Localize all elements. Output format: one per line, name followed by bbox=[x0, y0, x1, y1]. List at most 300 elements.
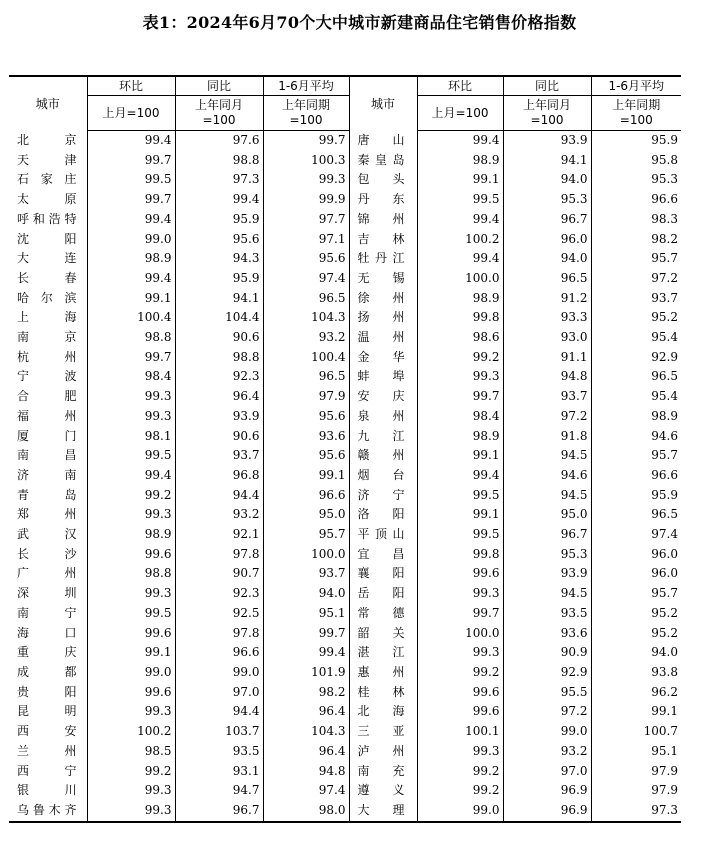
avg-left-cell: 95.6 bbox=[263, 249, 349, 269]
city-header-left: 城市 bbox=[9, 76, 87, 131]
city-left-cell: 昆明 bbox=[17, 704, 77, 719]
mom-right-cell: 99.1 bbox=[417, 170, 503, 190]
city-left-cell: 石家庄 bbox=[17, 172, 77, 187]
avg-right-cell: 98.3 bbox=[591, 210, 681, 230]
avg-left-cell: 101.9 bbox=[263, 663, 349, 683]
yoy-left-cell: 93.5 bbox=[175, 742, 263, 762]
city-left-cell: 兰州 bbox=[17, 743, 77, 758]
yoy-left-cell: 93.1 bbox=[175, 762, 263, 782]
yoy-left-cell: 94.7 bbox=[175, 781, 263, 801]
yoy-right-cell: 96.0 bbox=[503, 230, 591, 250]
mom-left-cell: 99.4 bbox=[87, 210, 175, 230]
avg-right-cell: 97.9 bbox=[591, 781, 681, 801]
mom-right-cell: 99.4 bbox=[417, 131, 503, 151]
avg-right-cell: 95.2 bbox=[591, 308, 681, 328]
table-row bbox=[9, 545, 681, 565]
yoy-left-cell: 90.6 bbox=[175, 427, 263, 447]
avg-right-cell: 96.6 bbox=[591, 190, 681, 210]
yoy-right-cell: 91.8 bbox=[503, 427, 591, 447]
mom-right-cell: 98.4 bbox=[417, 407, 503, 427]
yoy-left-cell: 94.3 bbox=[175, 249, 263, 269]
yoy-left-cell: 90.7 bbox=[175, 564, 263, 584]
table-row bbox=[9, 328, 681, 348]
table-row bbox=[9, 762, 681, 782]
table-row bbox=[9, 663, 681, 683]
avg-right-cell: 95.4 bbox=[591, 328, 681, 348]
yoy-right-cell: 93.2 bbox=[503, 742, 591, 762]
yoy-left-cell: 96.4 bbox=[175, 387, 263, 407]
yoy-left-cell: 93.9 bbox=[175, 407, 263, 427]
mom-left-cell: 99.4 bbox=[87, 269, 175, 289]
table-row bbox=[9, 170, 681, 190]
yoy-right-cell: 93.6 bbox=[503, 624, 591, 644]
yoy-left-cell: 90.6 bbox=[175, 328, 263, 348]
yoy-left-cell: 104.4 bbox=[175, 308, 263, 328]
city-left-cell: 乌鲁木齐 bbox=[9, 801, 87, 822]
city-right-cell: 九江 bbox=[349, 427, 417, 447]
table-row bbox=[9, 131, 681, 151]
table-row bbox=[9, 702, 681, 722]
avg-left-cell: 99.3 bbox=[263, 170, 349, 190]
avg-left-cell: 99.7 bbox=[263, 131, 349, 151]
mom-right-cell: 100.1 bbox=[417, 722, 503, 742]
avg-right-cell: 96.0 bbox=[591, 545, 681, 565]
table-row bbox=[9, 151, 681, 171]
avg-right-cell: 95.7 bbox=[591, 249, 681, 269]
avg-left-cell: 97.4 bbox=[263, 781, 349, 801]
yoy-left-cell: 92.3 bbox=[175, 367, 263, 387]
mom-right-cell: 99.6 bbox=[417, 564, 503, 584]
avg-left-cell: 93.7 bbox=[263, 564, 349, 584]
mom-left-cell: 100.4 bbox=[87, 308, 175, 328]
city-right-cell: 赣州 bbox=[349, 446, 417, 466]
yoy-right-cell: 99.0 bbox=[503, 722, 591, 742]
mom-left-cell: 100.2 bbox=[87, 722, 175, 742]
yoy-right-cell: 94.8 bbox=[503, 367, 591, 387]
yoy-right-cell: 96.7 bbox=[503, 525, 591, 545]
mom-right-cell: 98.9 bbox=[417, 151, 503, 171]
avg-left-cell: 99.7 bbox=[263, 624, 349, 644]
mom-left-cell: 99.7 bbox=[87, 190, 175, 210]
mom-left-cell: 99.5 bbox=[87, 446, 175, 466]
avg-right-cell: 96.5 bbox=[591, 505, 681, 525]
yoy-left-cell: 96.7 bbox=[175, 801, 263, 822]
mom-right-cell: 100.0 bbox=[417, 624, 503, 644]
mom-left-cell: 99.6 bbox=[87, 683, 175, 703]
avg-left-cell: 97.4 bbox=[263, 269, 349, 289]
mom-left-cell: 99.3 bbox=[87, 584, 175, 604]
avg-right-cell: 96.2 bbox=[591, 683, 681, 703]
city-left-cell: 厦门 bbox=[17, 428, 77, 443]
table-row bbox=[9, 427, 681, 447]
yoy-left-cell: 95.9 bbox=[175, 269, 263, 289]
avg-left-cell: 97.1 bbox=[263, 230, 349, 250]
yoy-right-cell: 95.0 bbox=[503, 505, 591, 525]
avg-right-cell: 95.2 bbox=[591, 624, 681, 644]
table-row bbox=[9, 269, 681, 289]
mom-left-cell: 99.6 bbox=[87, 624, 175, 644]
yoy-right-cell: 94.6 bbox=[503, 466, 591, 486]
city-left-cell: 深圳 bbox=[17, 586, 77, 601]
table-row bbox=[9, 230, 681, 250]
yoy-left-cell: 97.8 bbox=[175, 624, 263, 644]
yoy-left-cell: 94.1 bbox=[175, 289, 263, 309]
yoy-right-cell: 94.1 bbox=[503, 151, 591, 171]
mom-right-cell: 99.7 bbox=[417, 387, 503, 407]
city-right-cell: 大理 bbox=[349, 801, 417, 822]
yoy-right-cell: 93.7 bbox=[503, 387, 591, 407]
mom-right-cell: 99.4 bbox=[417, 249, 503, 269]
mom-right-cell: 99.3 bbox=[417, 643, 503, 663]
city-right-cell: 常德 bbox=[349, 604, 417, 624]
avg-right-cell: 96.5 bbox=[591, 367, 681, 387]
mom-right-cell: 99.5 bbox=[417, 190, 503, 210]
city-right-cell: 烟台 bbox=[349, 466, 417, 486]
city-right-cell: 遵义 bbox=[349, 781, 417, 801]
mom-left-cell: 99.1 bbox=[87, 643, 175, 663]
yoy-right-cell: 94.0 bbox=[503, 249, 591, 269]
city-left-cell: 重庆 bbox=[17, 645, 77, 660]
city-left-cell: 广州 bbox=[17, 566, 77, 581]
city-left-cell: 武汉 bbox=[17, 527, 77, 542]
avg-right-cell: 96.6 bbox=[591, 466, 681, 486]
avg-right-cell: 97.2 bbox=[591, 269, 681, 289]
mom-right-cell: 98.9 bbox=[417, 427, 503, 447]
table-row bbox=[9, 564, 681, 584]
city-right-cell: 安庆 bbox=[349, 387, 417, 407]
yoy-right-cell: 97.2 bbox=[503, 407, 591, 427]
yoy-left-cell: 94.4 bbox=[175, 486, 263, 506]
avg-left-cell: 93.6 bbox=[263, 427, 349, 447]
table-row bbox=[9, 466, 681, 486]
yoy-left-cell: 95.9 bbox=[175, 210, 263, 230]
mom-left-cell: 98.9 bbox=[87, 525, 175, 545]
city-right-cell: 包头 bbox=[349, 170, 417, 190]
city-right-cell: 北海 bbox=[349, 702, 417, 722]
city-right-cell: 宜昌 bbox=[349, 545, 417, 565]
avg-left-cell: 95.1 bbox=[263, 604, 349, 624]
yoy-right-cell: 94.5 bbox=[503, 486, 591, 506]
avg-left-cell: 100.4 bbox=[263, 348, 349, 368]
city-left-cell: 南宁 bbox=[17, 605, 77, 620]
yoy-left-cell: 97.0 bbox=[175, 683, 263, 703]
table-row bbox=[9, 210, 681, 230]
yoy-right-cell: 93.3 bbox=[503, 308, 591, 328]
mom-right-cell: 99.2 bbox=[417, 781, 503, 801]
table-row bbox=[9, 505, 681, 525]
mom-right-cell: 99.6 bbox=[417, 683, 503, 703]
mom-left-cell: 98.4 bbox=[87, 367, 175, 387]
city-right-cell: 平顶山 bbox=[349, 525, 417, 545]
avg-header-right: 1-6月平均 bbox=[591, 76, 681, 96]
avg-right-cell: 95.9 bbox=[591, 131, 681, 151]
city-left-cell: 呼和浩特 bbox=[17, 211, 77, 226]
city-right-cell: 温州 bbox=[349, 328, 417, 348]
yoy-left-cell: 93.7 bbox=[175, 446, 263, 466]
yoy-right-cell: 95.3 bbox=[503, 190, 591, 210]
avg-right-cell: 97.3 bbox=[591, 801, 681, 822]
mom-left-cell: 99.3 bbox=[87, 387, 175, 407]
avg-left-cell: 96.4 bbox=[263, 742, 349, 762]
avg-right-cell: 97.4 bbox=[591, 525, 681, 545]
yoy-left-cell: 96.8 bbox=[175, 466, 263, 486]
yoy-left-cell: 92.5 bbox=[175, 604, 263, 624]
city-right-cell: 吉林 bbox=[349, 230, 417, 250]
avg-right-cell: 95.7 bbox=[591, 446, 681, 466]
avg-right-cell: 95.4 bbox=[591, 387, 681, 407]
city-left-cell: 长春 bbox=[17, 270, 77, 285]
avg-left-cell: 96.5 bbox=[263, 289, 349, 309]
avg-left-cell: 100.3 bbox=[263, 151, 349, 171]
city-left-cell: 贵阳 bbox=[17, 684, 77, 699]
table-row bbox=[9, 486, 681, 506]
yoy-right-cell: 92.9 bbox=[503, 663, 591, 683]
mom-left-cell: 98.8 bbox=[87, 328, 175, 348]
city-right-cell: 济宁 bbox=[349, 486, 417, 506]
yoy-right-cell: 93.5 bbox=[503, 604, 591, 624]
city-left-cell: 大连 bbox=[17, 251, 77, 266]
mom-left-cell: 99.0 bbox=[87, 230, 175, 250]
yoy-header-left: 同比 bbox=[175, 76, 263, 96]
mom-left-cell: 99.2 bbox=[87, 762, 175, 782]
yoy-base-right: 上年同月 =100 bbox=[503, 96, 591, 131]
city-left-cell: 沈阳 bbox=[17, 231, 77, 246]
yoy-left-cell: 93.2 bbox=[175, 505, 263, 525]
yoy-left-cell: 98.8 bbox=[175, 151, 263, 171]
yoy-left-cell: 99.4 bbox=[175, 190, 263, 210]
yoy-header-right: 同比 bbox=[503, 76, 591, 96]
avg-right-cell: 97.9 bbox=[591, 762, 681, 782]
avg-left-cell: 98.0 bbox=[263, 801, 349, 822]
avg-right-cell: 93.8 bbox=[591, 663, 681, 683]
city-right-cell: 徐州 bbox=[349, 289, 417, 309]
city-right-cell: 牡丹江 bbox=[349, 249, 417, 269]
avg-left-cell: 95.6 bbox=[263, 407, 349, 427]
mom-left-cell: 99.4 bbox=[87, 131, 175, 151]
avg-left-cell: 94.0 bbox=[263, 584, 349, 604]
city-right-cell: 岳阳 bbox=[349, 584, 417, 604]
mom-right-cell: 99.6 bbox=[417, 702, 503, 722]
city-left-cell: 银川 bbox=[17, 783, 77, 798]
yoy-left-cell: 103.7 bbox=[175, 722, 263, 742]
yoy-right-cell: 90.9 bbox=[503, 643, 591, 663]
city-left-cell: 郑州 bbox=[17, 507, 77, 522]
table-row bbox=[9, 367, 681, 387]
mom-left-cell: 99.6 bbox=[87, 545, 175, 565]
avg-left-cell: 104.3 bbox=[263, 308, 349, 328]
mom-base-left: 上月=100 bbox=[87, 96, 175, 131]
city-right-cell: 襄阳 bbox=[349, 564, 417, 584]
yoy-left-cell: 97.3 bbox=[175, 170, 263, 190]
city-right-cell: 桂林 bbox=[349, 683, 417, 703]
yoy-left-cell: 97.8 bbox=[175, 545, 263, 565]
mom-right-cell: 99.8 bbox=[417, 308, 503, 328]
mom-right-cell: 99.0 bbox=[417, 801, 503, 822]
table-row bbox=[9, 525, 681, 545]
mom-left-cell: 98.5 bbox=[87, 742, 175, 762]
header-row-1 bbox=[9, 76, 681, 96]
avg-left-cell: 94.8 bbox=[263, 762, 349, 782]
avg-left-cell: 99.9 bbox=[263, 190, 349, 210]
yoy-right-cell: 93.9 bbox=[503, 131, 591, 151]
table-row bbox=[9, 624, 681, 644]
city-left-cell: 长沙 bbox=[17, 546, 77, 561]
yoy-right-cell: 93.0 bbox=[503, 328, 591, 348]
avg-left-cell: 95.6 bbox=[263, 446, 349, 466]
city-right-cell: 韶关 bbox=[349, 624, 417, 644]
mom-right-cell: 99.3 bbox=[417, 367, 503, 387]
yoy-right-cell: 95.3 bbox=[503, 545, 591, 565]
mom-right-cell: 99.2 bbox=[417, 762, 503, 782]
table-row bbox=[9, 604, 681, 624]
avg-right-cell: 95.1 bbox=[591, 742, 681, 762]
mom-right-cell: 99.4 bbox=[417, 466, 503, 486]
mom-left-cell: 99.3 bbox=[87, 781, 175, 801]
mom-right-cell: 100.0 bbox=[417, 269, 503, 289]
avg-left-cell: 95.0 bbox=[263, 505, 349, 525]
city-right-cell: 锦州 bbox=[349, 210, 417, 230]
city-right-cell: 南充 bbox=[349, 762, 417, 782]
mom-right-cell: 99.2 bbox=[417, 348, 503, 368]
yoy-right-cell: 96.5 bbox=[503, 269, 591, 289]
table-row bbox=[9, 308, 681, 328]
yoy-left-cell: 95.6 bbox=[175, 230, 263, 250]
avg-right-cell: 98.9 bbox=[591, 407, 681, 427]
table-row bbox=[9, 190, 681, 210]
city-left-cell: 海口 bbox=[17, 625, 77, 640]
avg-right-cell: 98.2 bbox=[591, 230, 681, 250]
mom-right-cell: 99.4 bbox=[417, 210, 503, 230]
city-left-cell: 杭州 bbox=[17, 349, 77, 364]
avg-right-cell: 95.9 bbox=[591, 486, 681, 506]
yoy-left-cell: 94.4 bbox=[175, 702, 263, 722]
mom-left-cell: 98.9 bbox=[87, 249, 175, 269]
city-left-cell: 西宁 bbox=[17, 763, 77, 778]
yoy-right-cell: 93.9 bbox=[503, 564, 591, 584]
city-right-cell: 无锡 bbox=[349, 269, 417, 289]
yoy-right-cell: 95.5 bbox=[503, 683, 591, 703]
table-row bbox=[9, 584, 681, 604]
city-right-cell: 蚌埠 bbox=[349, 367, 417, 387]
city-right-cell: 泸州 bbox=[349, 742, 417, 762]
mom-right-cell: 99.5 bbox=[417, 525, 503, 545]
city-right-cell: 扬州 bbox=[349, 308, 417, 328]
avg-left-cell: 104.3 bbox=[263, 722, 349, 742]
avg-left-cell: 96.6 bbox=[263, 486, 349, 506]
table-row bbox=[9, 407, 681, 427]
yoy-right-cell: 97.0 bbox=[503, 762, 591, 782]
avg-left-cell: 97.9 bbox=[263, 387, 349, 407]
yoy-left-cell: 92.3 bbox=[175, 584, 263, 604]
city-header-right: 城市 bbox=[349, 76, 417, 131]
mom-right-cell: 98.9 bbox=[417, 289, 503, 309]
avg-left-cell: 98.2 bbox=[263, 683, 349, 703]
mom-left-cell: 99.3 bbox=[87, 801, 175, 822]
price-index-table bbox=[9, 75, 681, 823]
city-right-cell: 丹东 bbox=[349, 190, 417, 210]
yoy-right-cell: 91.2 bbox=[503, 289, 591, 309]
table-row bbox=[9, 801, 681, 822]
avg-left-cell: 99.4 bbox=[263, 643, 349, 663]
avg-left-cell: 100.0 bbox=[263, 545, 349, 565]
city-left-cell: 福州 bbox=[17, 408, 77, 423]
avg-left-cell: 95.7 bbox=[263, 525, 349, 545]
mom-left-cell: 99.4 bbox=[87, 466, 175, 486]
city-left-cell: 济南 bbox=[17, 467, 77, 482]
table-row bbox=[9, 348, 681, 368]
yoy-base-left: 上年同月 =100 bbox=[175, 96, 263, 131]
avg-right-cell: 93.7 bbox=[591, 289, 681, 309]
table-row bbox=[9, 683, 681, 703]
avg-right-cell: 92.9 bbox=[591, 348, 681, 368]
mom-left-cell: 99.7 bbox=[87, 151, 175, 171]
avg-right-cell: 94.0 bbox=[591, 643, 681, 663]
avg-right-cell: 95.7 bbox=[591, 584, 681, 604]
mom-left-cell: 98.8 bbox=[87, 564, 175, 584]
city-left-cell: 哈尔滨 bbox=[17, 290, 77, 305]
yoy-right-cell: 94.5 bbox=[503, 446, 591, 466]
avg-right-cell: 94.6 bbox=[591, 427, 681, 447]
mom-right-cell: 100.2 bbox=[417, 230, 503, 250]
mom-left-cell: 99.3 bbox=[87, 407, 175, 427]
avg-right-cell: 100.7 bbox=[591, 722, 681, 742]
mom-left-cell: 99.1 bbox=[87, 289, 175, 309]
avg-left-cell: 96.5 bbox=[263, 367, 349, 387]
mom-right-cell: 99.8 bbox=[417, 545, 503, 565]
city-right-cell: 三亚 bbox=[349, 722, 417, 742]
table-row bbox=[9, 722, 681, 742]
table-row bbox=[9, 643, 681, 663]
mom-right-cell: 99.1 bbox=[417, 446, 503, 466]
mom-right-cell: 99.5 bbox=[417, 486, 503, 506]
yoy-left-cell: 92.1 bbox=[175, 525, 263, 545]
city-left-cell: 西安 bbox=[17, 724, 77, 739]
mom-right-cell: 99.3 bbox=[417, 742, 503, 762]
yoy-left-cell: 98.8 bbox=[175, 348, 263, 368]
avg-left-cell: 93.2 bbox=[263, 328, 349, 348]
mom-left-cell: 99.5 bbox=[87, 170, 175, 190]
mom-left-cell: 99.7 bbox=[87, 348, 175, 368]
mom-left-cell: 99.5 bbox=[87, 604, 175, 624]
table-row bbox=[9, 289, 681, 309]
city-left-cell: 成都 bbox=[17, 664, 77, 679]
mom-left-cell: 98.1 bbox=[87, 427, 175, 447]
city-left-cell: 合肥 bbox=[17, 389, 77, 404]
city-left-cell: 南昌 bbox=[17, 448, 77, 463]
yoy-right-cell: 94.5 bbox=[503, 584, 591, 604]
city-right-cell: 秦皇岛 bbox=[349, 151, 417, 171]
mom-header-right: 环比 bbox=[417, 76, 503, 96]
avg-right-cell: 99.1 bbox=[591, 702, 681, 722]
city-left-cell: 北京 bbox=[17, 132, 77, 147]
city-right-cell: 洛阳 bbox=[349, 505, 417, 525]
avg-base-left: 上年同期 =100 bbox=[263, 96, 349, 131]
mom-base-right: 上月=100 bbox=[417, 96, 503, 131]
mom-right-cell: 99.3 bbox=[417, 584, 503, 604]
yoy-right-cell: 91.1 bbox=[503, 348, 591, 368]
avg-header-left: 1-6月平均 bbox=[263, 76, 349, 96]
city-right-cell: 金华 bbox=[349, 348, 417, 368]
city-right-cell: 湛江 bbox=[349, 643, 417, 663]
table-body bbox=[9, 131, 681, 822]
avg-right-cell: 95.8 bbox=[591, 151, 681, 171]
yoy-right-cell: 96.9 bbox=[503, 801, 591, 822]
city-right-cell: 泉州 bbox=[349, 407, 417, 427]
mom-right-cell: 99.1 bbox=[417, 505, 503, 525]
yoy-left-cell: 96.6 bbox=[175, 643, 263, 663]
city-left-cell: 青岛 bbox=[17, 487, 77, 502]
mom-header-left: 环比 bbox=[87, 76, 175, 96]
